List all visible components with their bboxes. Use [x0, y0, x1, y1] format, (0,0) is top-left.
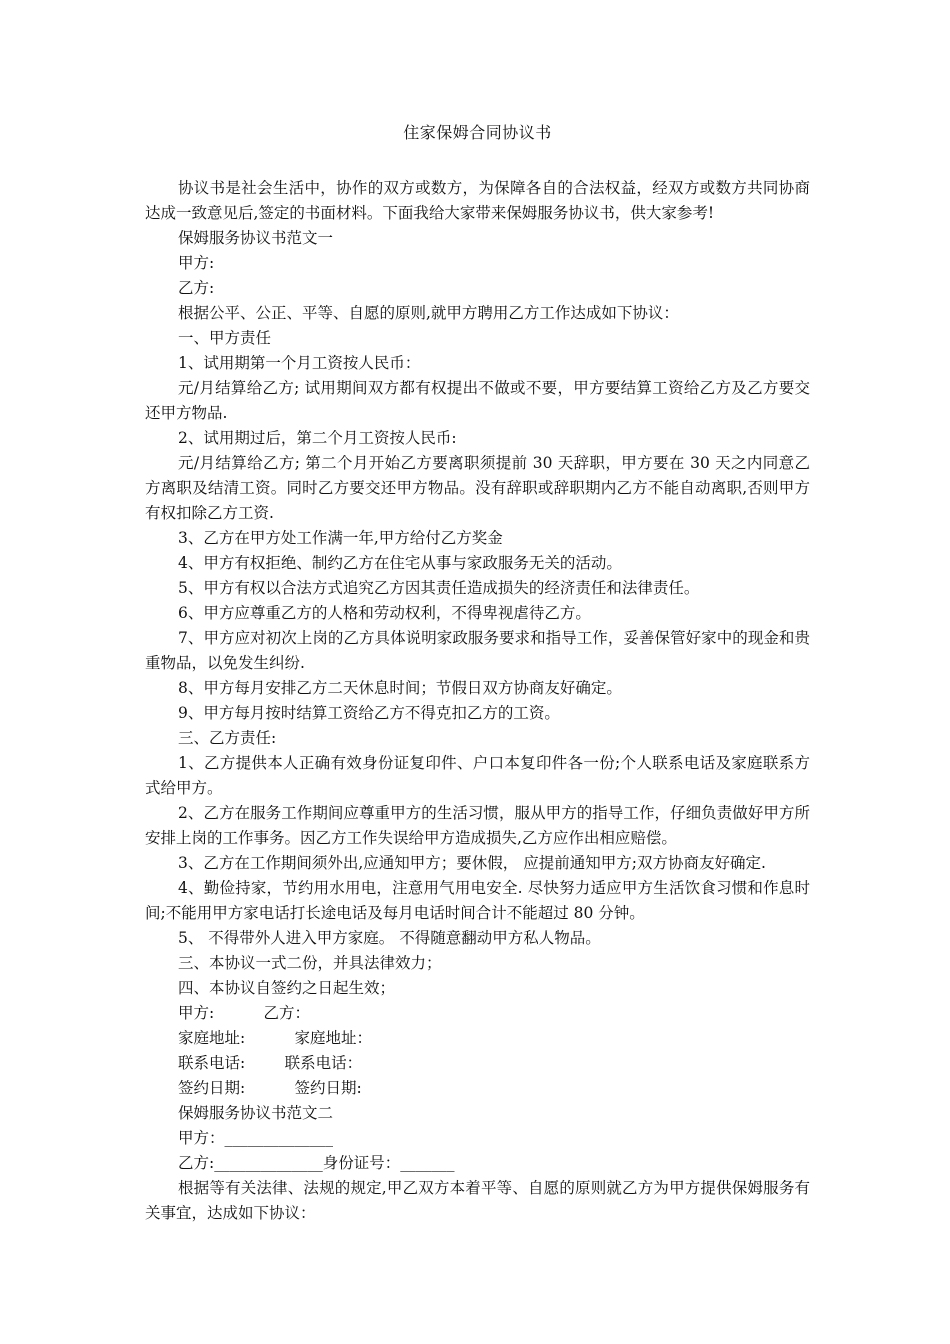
- document-title: 住家保姆合同协议书: [403, 123, 552, 142]
- document-paragraph: 联系电话: 联系电话：: [178, 1054, 363, 1072]
- document-paragraph: 家庭地址: 家庭地址：: [178, 1029, 372, 1047]
- document-paragraph: 5、 不得带外人进入甲方家庭。 不得随意翻动甲方私人物品。: [178, 929, 601, 947]
- document-paragraph: 3、乙方在工作期间须外出,应通知甲方；要休假， 应提前通知甲方;双方协商友好确定.: [178, 854, 766, 872]
- document-paragraph: 一、甲方责任: [178, 329, 272, 347]
- document-paragraph: 3、乙方在甲方处工作满一年,甲方给付乙方奖金: [178, 529, 503, 547]
- document-body: [145, 176, 810, 1226]
- document-paragraph: 1、乙方提供本人正确有效身份证复印件、户口本复印件各一份;个人联系电话及家庭联系方式给甲方。: [145, 754, 810, 797]
- document-paragraph: 9、甲方每月按时结算工资给乙方不得克扣乙方的工资。: [178, 704, 560, 722]
- document-paragraph: 1、试用期第一个月工资按人民币：: [178, 354, 421, 372]
- document-paragraph: 协议书是社会生活中，协作的双方或数方，为保障各自的合法权益，经双方或数方共同协商达成一致意见后,签定的书面材料。下面我给大家带来保姆服务协议书，供大家参考!: [145, 179, 810, 222]
- document-paragraph: 元/月结算给乙方; 第二个月开始乙方要离职须提前 30 天辞职，甲方要在 30 天之内同意乙方离职及结清工资。同时乙方要交还甲方物品。没有辞职或辞职期内乙方不能自动离职,否则甲方有权扣除乙方工资.: [145, 454, 810, 522]
- document-paragraph: 三、乙方责任:: [178, 729, 277, 747]
- document-page: [145, 120, 810, 1226]
- document-paragraph: 四、本协议自签约之日起生效；: [178, 979, 396, 997]
- document-paragraph: 根据等有关法律、法规的规定,甲乙双方本着平等、自愿的原则就乙方为甲方提供保姆服务有关事宜，达成如下协议：: [145, 1179, 810, 1222]
- document-paragraph: 签约日期: 签约日期:: [178, 1079, 362, 1097]
- document-paragraph: 6、甲方应尊重乙方的人格和劳动权利，不得卑视虐待乙方。: [178, 604, 591, 622]
- document-paragraph: 8、甲方每月安排乙方二天休息时间；节假日双方协商友好确定。: [178, 679, 622, 697]
- document-paragraph: 根据公平、公正、平等、自愿的原则,就甲方聘用乙方工作达成如下协议：: [178, 304, 679, 322]
- document-paragraph: 2、试用期过后，第二个月工资按人民币:: [178, 429, 457, 447]
- document-paragraph: 2、乙方在服务工作期间应尊重甲方的生活习惯，服从甲方的指导工作，仔细负责做好甲方所安排上岗的工作事务。因乙方工作失误给甲方造成损失,乙方应作出相应赔偿。: [145, 804, 810, 847]
- document-paragraph: 乙方:______________身份证号：_______: [178, 1154, 455, 1172]
- document-paragraph: 保姆服务协议书范文二: [178, 1104, 334, 1122]
- document-paragraph: 三、本协议一式二份，并具法律效力；: [178, 954, 442, 972]
- document-paragraph: 4、甲方有权拒绝、制约乙方在住宅从事与家政服务无关的活动。: [178, 554, 622, 572]
- document-paragraph: 4、勤俭持家，节约用水用电，注意用气用电安全. 尽快努力适应甲方生活饮食习惯和作息时间;不能用甲方家电话打长途电话及每月电话时间合计不能超过 80 分钟。: [145, 879, 810, 922]
- document-paragraph: 甲方:: [178, 254, 215, 272]
- document-paragraph: 5、甲方有权以合法方式追究乙方因其责任造成损失的经济责任和法律责任。: [178, 579, 700, 597]
- document-paragraph: 甲方: 乙方：: [178, 1004, 310, 1022]
- document-paragraph: 7、甲方应对初次上岗的乙方具体说明家政服务要求和指导工作，妥善保管好家中的现金和贵重物品，以免发生纠纷.: [145, 629, 810, 672]
- document-paragraph: 乙方:: [178, 279, 215, 297]
- document-paragraph: 元/月结算给乙方; 试用期间双方都有权提出不做或不要，甲方要结算工资给乙方及乙方要交还甲方物品.: [145, 379, 810, 422]
- document-paragraph: 保姆服务协议书范文一: [178, 229, 334, 247]
- document-paragraph: 甲方：______________: [178, 1129, 334, 1147]
